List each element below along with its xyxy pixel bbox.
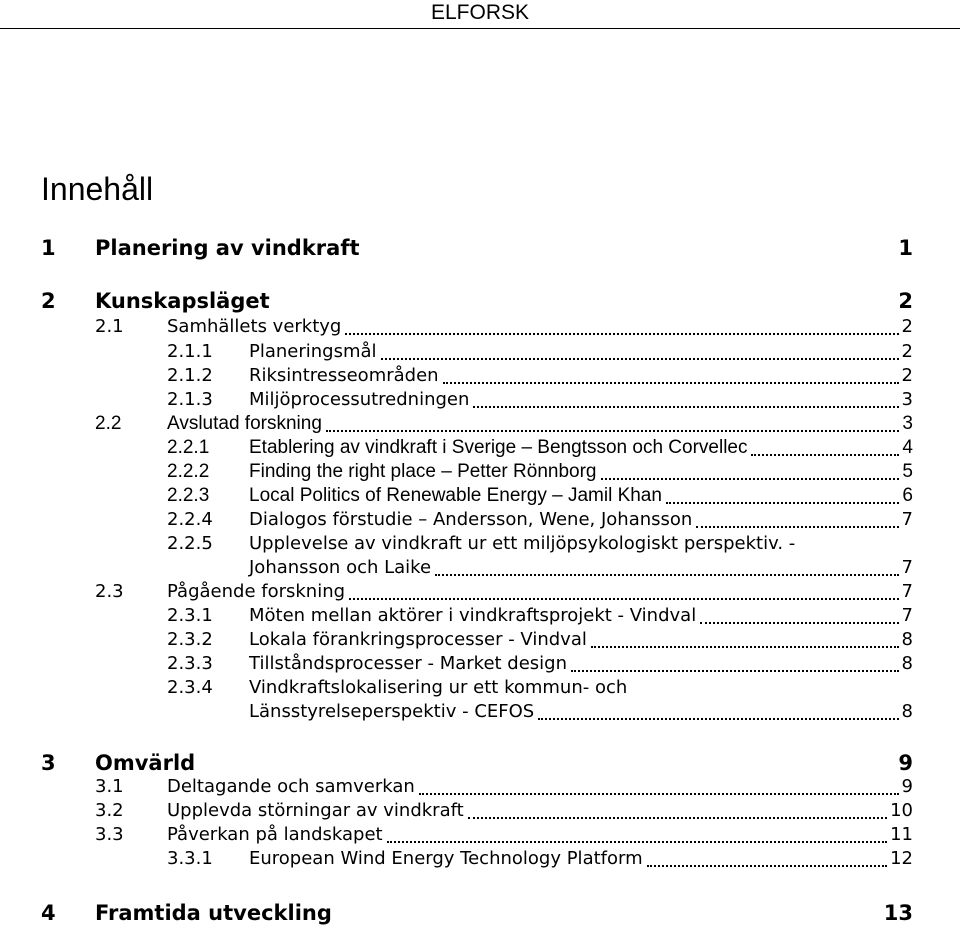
- toc-entry-number: 2.1.2: [167, 365, 213, 386]
- toc-entry[interactable]: [0, 775, 960, 799]
- toc-entry-number: 3.1: [95, 776, 124, 797]
- dot-leader: [700, 622, 899, 624]
- toc-entry-number: 4: [41, 901, 56, 925]
- toc-entry-title: Påverkan på landskapet: [167, 824, 383, 845]
- dot-leader: [696, 526, 899, 528]
- dot-leader: [326, 430, 899, 432]
- toc-entry-title: Upplevda störningar av vindkraft: [167, 800, 464, 821]
- toc-entry[interactable]: [0, 412, 960, 436]
- toc-page-number: 7: [901, 509, 913, 530]
- dot-leader: [345, 333, 899, 335]
- toc-page-number: 8: [901, 653, 913, 674]
- toc-entry-title: Vindkraftslokalisering ur ett kommun- och: [249, 677, 628, 698]
- toc-entry[interactable]: [0, 652, 960, 676]
- toc-entry-title: Omvärld: [95, 751, 196, 775]
- toc-page-number: 9: [901, 776, 913, 797]
- toc-entry-title: Pågående forskning: [167, 581, 346, 602]
- toc-entry-number: 2.3.2: [167, 629, 213, 650]
- running-header: ELFORSK: [0, 0, 960, 29]
- toc-entry-number: 2.3.1: [167, 605, 213, 626]
- toc-entry-title: Local Politics of Renewable Energy – Jamil Khan: [249, 485, 662, 506]
- toc-entry-number: 3.2: [95, 800, 124, 821]
- toc-entry-title: Tillståndsprocesser - Market design: [249, 653, 568, 674]
- toc-entry[interactable]: [0, 700, 960, 724]
- toc-entry-title: Planering av vindkraft: [95, 236, 360, 260]
- toc-entry-number: 2.1: [95, 316, 124, 337]
- toc-entry-number: 3.3: [95, 824, 124, 845]
- toc-page-number: 3: [901, 389, 913, 410]
- toc-page-number: 7: [901, 605, 913, 626]
- toc-page-number: 12: [890, 848, 913, 869]
- toc-entry-title: Dialogos förstudie – Andersson, Wene, Johansson: [249, 509, 693, 530]
- dot-leader: [349, 598, 899, 600]
- toc-chapter-entry[interactable]: [0, 899, 960, 927]
- dot-leader: [591, 646, 899, 648]
- toc-entry-number: 2.1.1: [167, 341, 213, 362]
- toc-entry[interactable]: [0, 315, 960, 339]
- toc-entry-title: Avslutad forskning: [167, 413, 322, 434]
- toc-chapter-entry[interactable]: [0, 287, 960, 315]
- dot-leader: [538, 718, 899, 720]
- toc-entry-number: 3.3.1: [167, 848, 213, 869]
- toc-entry-title: Länsstyrelseperspektiv - CEFOS: [249, 701, 535, 722]
- toc-title: Innehåll: [41, 171, 154, 207]
- toc-entry-number: 2.1.3: [167, 389, 213, 410]
- toc-entry-title: Kunskapsläget: [95, 289, 270, 313]
- toc-entry-title: European Wind Energy Technology Platform: [249, 848, 643, 869]
- toc-page-number: 2: [898, 289, 913, 313]
- toc-page-number: 2: [901, 316, 913, 337]
- toc-entry-title: Miljöprocessutredningen: [249, 389, 470, 410]
- toc-entry[interactable]: [0, 580, 960, 604]
- dot-leader: [601, 478, 899, 480]
- toc-chapter-entry[interactable]: [0, 234, 960, 262]
- toc-entry-title: Johansson och Laike: [249, 557, 432, 578]
- dot-leader: [647, 865, 887, 867]
- dot-leader: [435, 574, 899, 576]
- toc-entry-number: 2.2.2: [167, 461, 210, 482]
- toc-chapter-entry[interactable]: [0, 749, 960, 777]
- dot-leader: [666, 502, 899, 504]
- toc-entry[interactable]: [0, 556, 960, 580]
- toc-entry-title: Deltagande och samverkan: [167, 776, 415, 797]
- toc-entry[interactable]: [0, 340, 960, 364]
- toc-entry-number: 2.2: [95, 413, 122, 434]
- dot-leader: [473, 406, 899, 408]
- toc-entry-title: Riksintresseområden: [249, 365, 439, 386]
- toc-page-number: 7: [901, 581, 913, 602]
- dot-leader: [751, 454, 899, 456]
- toc-entry[interactable]: [0, 436, 960, 460]
- toc-entry-title: Samhällets verktyg: [167, 316, 342, 337]
- toc-entry-title: Lokala förankringsprocesser - Vindval: [249, 629, 587, 650]
- toc-entry-title: Etablering av vindkraft i Sverige – Bengtsson och Corvellec: [249, 437, 748, 458]
- toc-entry-title: Planeringsmål: [249, 341, 377, 362]
- dot-leader: [387, 841, 887, 843]
- toc-entry[interactable]: [0, 628, 960, 652]
- toc-entry-number: 2: [41, 289, 56, 313]
- toc-entry-number: 1: [41, 236, 56, 260]
- toc-entry-number: 2.3.4: [167, 677, 213, 698]
- toc-entry[interactable]: [0, 847, 960, 871]
- toc-entry-number: 2.2.4: [167, 509, 213, 530]
- dot-leader: [443, 382, 899, 384]
- toc-entry[interactable]: [0, 823, 960, 847]
- toc-entry-title: Möten mellan aktörer i vindkraftsprojekt - Vindval: [249, 605, 697, 626]
- toc-entry[interactable]: [0, 508, 960, 532]
- toc-page-number: 5: [902, 461, 913, 482]
- toc-entry[interactable]: [0, 604, 960, 628]
- toc-entry-number: 2.3.3: [167, 653, 213, 674]
- dot-leader: [381, 358, 899, 360]
- toc-entry-title: Upplevelse av vindkraft ur ett miljöpsykologiskt perspektiv. -: [249, 533, 796, 554]
- toc-entry-title: Framtida utveckling: [95, 901, 332, 925]
- dot-leader: [419, 793, 899, 795]
- toc-entry[interactable]: [0, 460, 960, 484]
- toc-entry[interactable]: [0, 484, 960, 508]
- toc-page-number: 10: [890, 800, 913, 821]
- toc-entry-number: 2.3: [95, 581, 124, 602]
- toc-entry-number: 2.2.1: [167, 437, 210, 458]
- toc-entry[interactable]: [0, 676, 960, 700]
- toc-entry-number: 3: [41, 751, 56, 775]
- toc-page-number: 8: [901, 629, 913, 650]
- toc-entry-title: Finding the right place – Petter Rönnborg: [249, 461, 597, 482]
- toc-page-number: 1: [898, 236, 913, 260]
- dot-leader: [571, 670, 899, 672]
- toc-page-number: 3: [902, 413, 913, 434]
- dot-leader: [468, 817, 887, 819]
- toc-page-number: 7: [901, 557, 913, 578]
- toc-page-number: 13: [883, 901, 913, 925]
- toc-entry-number: 2.2.5: [167, 533, 213, 554]
- toc-entry-number: 2.2.3: [167, 485, 210, 506]
- toc-page-number: 9: [898, 751, 913, 775]
- toc-page-number: 2: [901, 341, 913, 362]
- toc-page-number: 11: [890, 824, 913, 845]
- toc-page-number: 4: [902, 437, 913, 458]
- toc-entry[interactable]: [0, 799, 960, 823]
- toc-page-number: 2: [901, 365, 913, 386]
- toc-entry[interactable]: [0, 388, 960, 412]
- toc-page-number: 8: [901, 701, 913, 722]
- toc-entry[interactable]: [0, 532, 960, 556]
- toc-page-number: 6: [902, 485, 913, 506]
- toc-entry[interactable]: [0, 364, 960, 388]
